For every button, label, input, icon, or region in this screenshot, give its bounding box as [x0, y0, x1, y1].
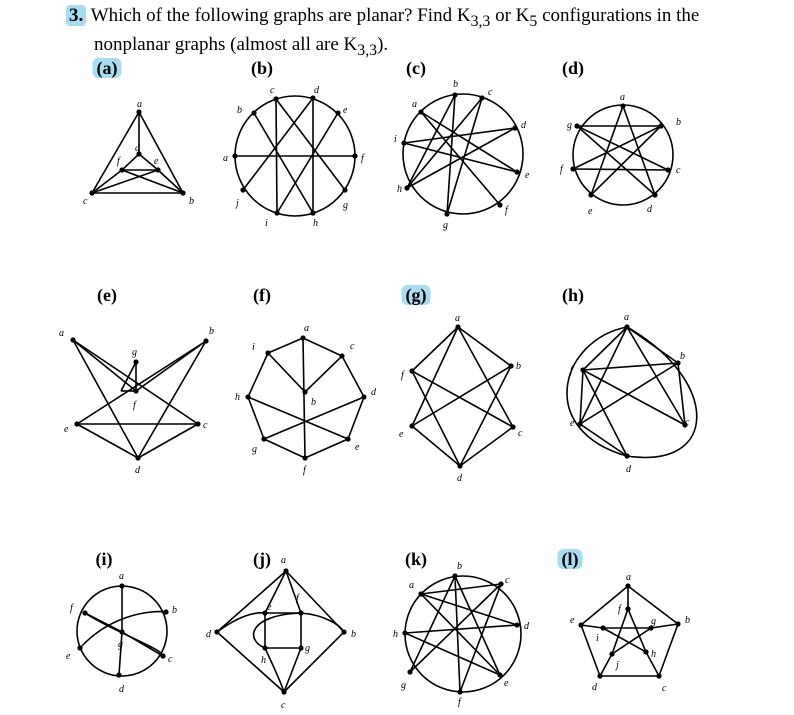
vertex-label: c [168, 654, 173, 665]
vertex-label: f [560, 164, 563, 175]
vertex-label: e [399, 429, 404, 440]
vertex-label: b [209, 326, 214, 337]
label-c: (c) [406, 58, 426, 78]
vertex-label: a [223, 153, 228, 164]
vertex-label: c [203, 420, 208, 431]
vertex-label: c [488, 87, 493, 98]
vertex-label: h [651, 649, 656, 660]
vertex-label: e [64, 424, 69, 435]
graph-l [570, 572, 690, 694]
vertex-label: g [401, 680, 406, 691]
vertex-label: c [685, 417, 690, 428]
vertex-label: f [296, 593, 299, 604]
vertex-label: d [206, 629, 211, 640]
vertex-label: g [118, 639, 123, 650]
graph-h [567, 312, 697, 475]
vertex-label: g [567, 120, 572, 131]
vertex-label: g [252, 444, 257, 455]
vertex-label: c [350, 341, 355, 352]
vertex-label: f [458, 697, 461, 708]
vertex-label: c [83, 196, 88, 207]
vertex-label: b [676, 117, 681, 128]
vertex-label: f [505, 205, 508, 216]
vertex-label: e [154, 156, 159, 167]
vertex-label: f [401, 370, 404, 381]
vertex-label: b [685, 615, 690, 626]
graph-i [66, 571, 177, 695]
vertex-label: c [676, 165, 681, 176]
vertex-label: e [66, 651, 71, 662]
vertex-label: b [172, 605, 177, 616]
vertex-label: e [525, 170, 530, 181]
graph-g [399, 313, 523, 484]
vertex-label: f [618, 604, 621, 615]
label-i: (i) [95, 549, 113, 569]
vertex-label: f [70, 603, 73, 614]
vertex-label: d [314, 85, 319, 96]
problem-text-line1: Which of the following graphs are planar? Find K [90, 5, 471, 26]
vertex-label: a [624, 312, 629, 323]
vertex-label: c [662, 683, 667, 694]
graph-j [206, 555, 356, 711]
graph-d [560, 92, 681, 217]
label-a: (a) [93, 58, 122, 78]
vertex-label: j [236, 198, 239, 209]
vertex-label: d [626, 464, 631, 475]
vertex-label: b [237, 105, 242, 116]
graph-f [235, 323, 377, 476]
vertex-label: h [397, 184, 402, 195]
vertex-label: a [304, 323, 309, 334]
vertex-label: a [455, 313, 460, 324]
label-g: (g) [402, 285, 431, 305]
vertex-label: d [371, 387, 376, 398]
vertex-label: d [647, 204, 652, 215]
vertex-label: a [137, 99, 142, 110]
vertex-label: b [516, 361, 521, 372]
vertex-label: d [135, 465, 140, 476]
vertex-label: f [361, 153, 364, 164]
vertex-label: e [343, 105, 348, 116]
vertex-label: f [117, 156, 120, 167]
vertex-label: e [355, 442, 360, 453]
label-b: (b) [251, 58, 273, 78]
vertex-label: d [592, 682, 597, 693]
vertex-label: e [588, 206, 593, 217]
vertex-label: c [281, 700, 286, 711]
vertex-label: e [570, 615, 575, 626]
vertex-label: a [119, 571, 124, 582]
vertex-label: g [343, 200, 348, 211]
vertex-label: b [189, 196, 194, 207]
vertex-label: a [412, 99, 417, 110]
vertex-label: i [252, 342, 255, 353]
vertex-label: e [267, 602, 272, 613]
vertex-label: i [596, 633, 599, 644]
label-h: (h) [562, 285, 584, 305]
vertex-label: d [457, 473, 462, 484]
vertex-label: g [132, 347, 137, 358]
problem-number: 3. [66, 5, 86, 26]
vertex-label: b [351, 629, 356, 640]
label-d: (d) [562, 58, 584, 78]
vertex-label: b [453, 79, 458, 90]
vertex-label: f [570, 365, 573, 376]
vertex-label: f [133, 400, 136, 411]
vertex-label: g [443, 220, 448, 231]
vertex-label: c [518, 428, 523, 439]
graph-b [223, 85, 365, 229]
graph-a [83, 99, 194, 207]
label-f: (f) [253, 285, 271, 305]
vertex-label: b [457, 561, 462, 572]
vertex-label: b [680, 351, 685, 362]
vertex-label: c [270, 85, 275, 96]
vertex-label: a [409, 580, 414, 591]
vertex-label: h [261, 655, 266, 666]
graph-k [393, 561, 530, 708]
vertex-label: d [524, 621, 529, 632]
vertex-label: i [265, 218, 268, 229]
label-k: (k) [405, 549, 427, 569]
vertex-label: a [620, 92, 625, 103]
vertex-label: d [135, 143, 140, 154]
vertex-label: a [626, 572, 631, 583]
vertex-label: h [313, 218, 318, 229]
vertex-label: d [119, 684, 124, 695]
vertex-label: d [521, 120, 526, 131]
graph-e [59, 326, 214, 476]
vertex-label: e [504, 678, 509, 689]
problem-text-line2: nonplanar graphs (almost all are K [94, 33, 358, 55]
graph-c [394, 79, 530, 231]
vertex-label: c [505, 575, 510, 586]
vertex-label: e [570, 418, 575, 429]
vertex-label: f [303, 465, 306, 476]
vertex-label: h [393, 629, 398, 640]
vertex-label: a [281, 555, 286, 566]
vertex-label: j [616, 660, 619, 671]
label-l: (l) [558, 549, 583, 569]
vertex-label: g [305, 643, 310, 654]
vertex-label: a [59, 328, 64, 339]
vertex-label: i [394, 134, 397, 145]
label-e: (e) [97, 285, 117, 305]
vertex-label: b [311, 397, 316, 408]
label-j: (j) [253, 549, 271, 569]
vertex-label: g [651, 616, 656, 627]
problem-statement: 3. Which of the following graphs are planar? Find $K_{3,3}$ or $K_5$ configurations in the nonplanar graphs (almost all are $K_{3,3}$). [66, 4, 766, 62]
vertex-label: h [235, 392, 240, 403]
